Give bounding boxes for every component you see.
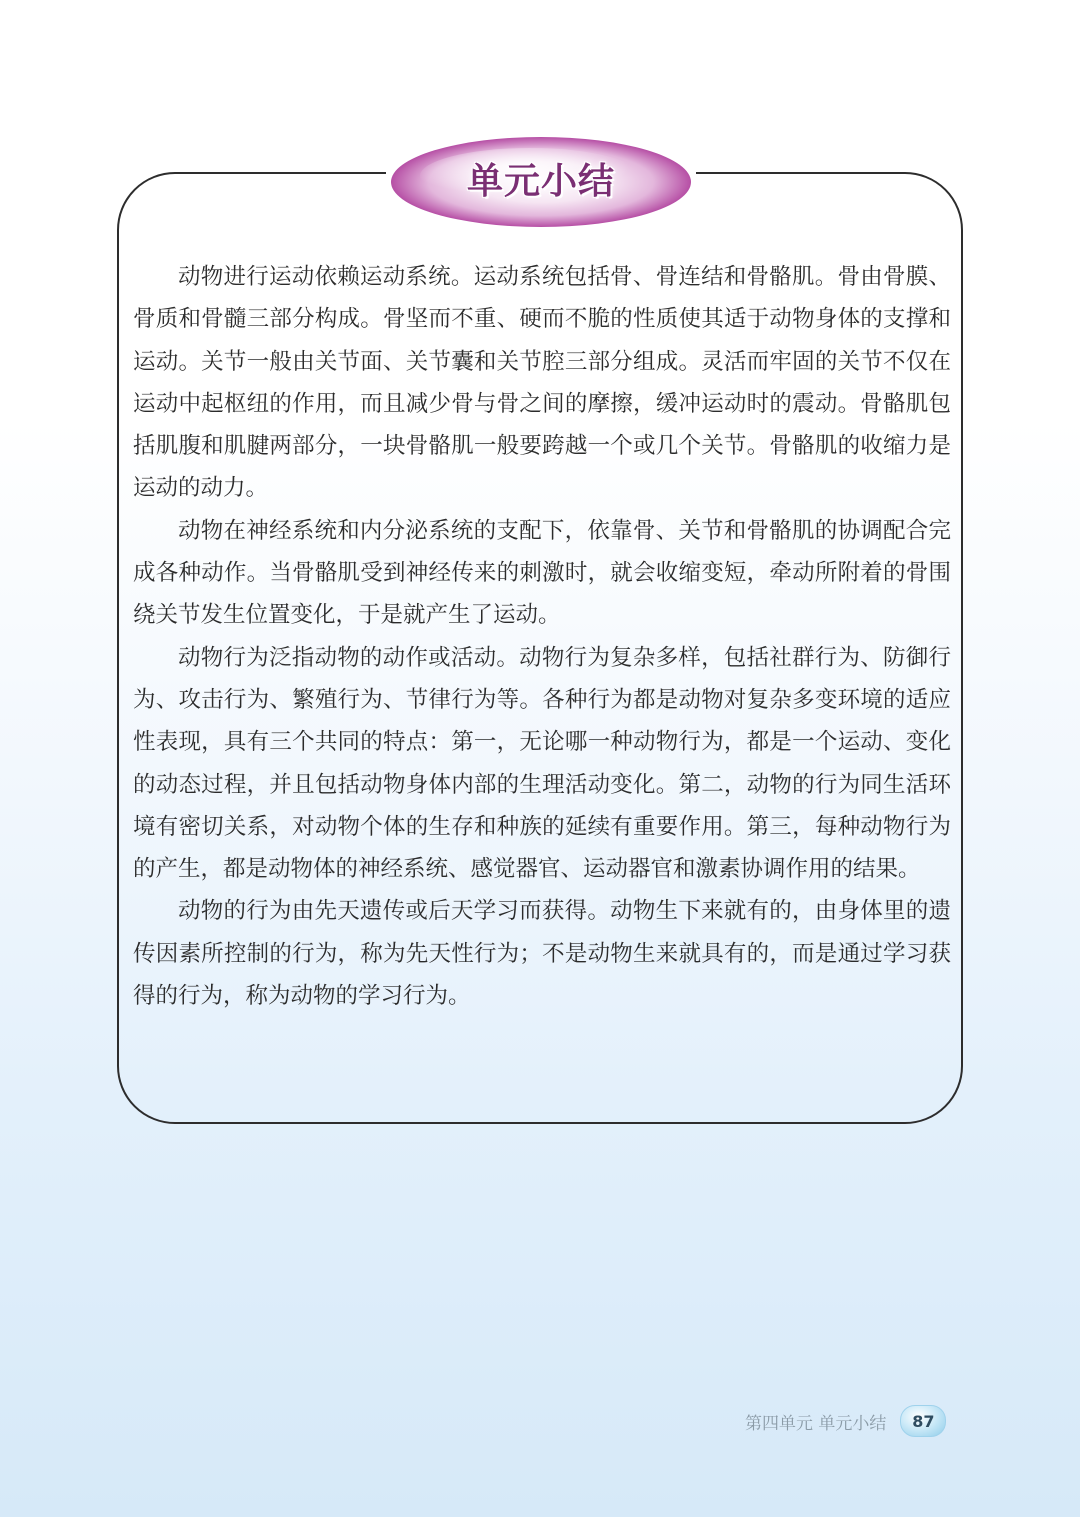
page-footer (745, 1403, 946, 1439)
paragraph-motion-system: 动物进行运动依赖运动系统。运动系统包括骨、骨连结和骨骼肌。骨由骨膜、骨质和骨髓三部分构成。骨坚而不重、硬而不脆的性质使其适于动物身体的支撑和运动。关节一般由关节面、关节囊和关节腔三部分组成。灵活而牢固的关节不仅在运动中起枢纽的作用，而且减少骨与骨之间的摩擦，缓冲运动时的震动。骨骼肌包括肌腹和肌腱两部分，一块骨骼肌一般要跨越一个或几个关节。骨骼肌的收缩力是运动的动力。 (133, 264, 951, 502)
paragraph-animal-behavior: 动物行为泛指动物的动作或活动。动物行为复杂多样，包括社群行为、防御行为、攻击行为、繁殖行为、节律行为等。各种行为都是动物对复杂多变环境的适应性表现，具有三个共同的特点：第一，无论哪一种动物行为，都是一个运动、变化的动态过程，并且包括动物身体内部的生理活动变化。第二，动物的行为同生活环境有密切关系，对动物个体的生存和种族的延续有重要作用。第三，每种动物行为的产生，都是动物体的神经系统、感觉器官、运动器官和激素协调作用的结果。 (133, 644, 951, 883)
title-badge (390, 136, 692, 228)
summary-body (133, 256, 951, 1017)
paragraph-behavior-origin: 动物的行为由先天遗传或后天学习而获得。动物生下来就有的，由身体里的遗传因素所控制的行为，称为先天性行为；不是动物生来就具有的，而是通过学习获得的行为，称为动物的学习行为。 (133, 898, 951, 1010)
footer-section-label: 第四单元 单元小结 (745, 1413, 887, 1434)
page-number: 87 (900, 1405, 946, 1437)
page-title: 单元小结 (466, 161, 615, 202)
paragraph-motion-coordination: 动物在神经系统和内分泌系统的支配下，依靠骨、关节和骨骼肌的协调配合完成各种动作。当骨骼肌受到神经传来的刺激时，就会收缩变短，牵动所附着的骨围绕关节发生位置变化，于是就产生了运动。 (133, 517, 951, 629)
